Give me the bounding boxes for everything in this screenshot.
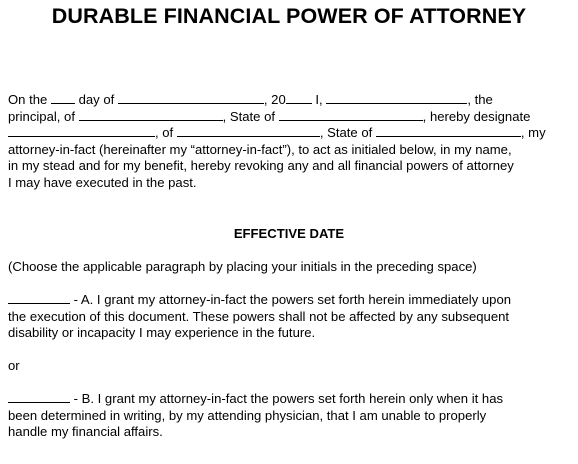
option-a-text: - A. I grant my attorney-in-fact the powers set forth herein immediately upon [73, 292, 512, 307]
instruction-line: (Choose the applicable paragraph by placing your initials in the preceding space) [8, 259, 477, 274]
attorney-city-blank[interactable] [177, 125, 320, 137]
intro-line-3 [8, 125, 574, 142]
intro-line-4: attorney-in-fact (hereinafter my “attorney-in-fact”), to act as initialed below, in my name, [8, 141, 512, 157]
instruction-text [8, 259, 574, 276]
option-a-initials-blank[interactable] [8, 292, 70, 304]
attorney-state-blank[interactable] [376, 125, 521, 137]
intro-text: I, [315, 92, 323, 107]
intro-text: , the [467, 92, 493, 107]
month-blank[interactable] [118, 92, 264, 104]
principal-name-blank[interactable] [326, 92, 467, 104]
intro-line-6: I may have executed in the past. [8, 174, 197, 190]
intro-text: , State of [319, 125, 373, 140]
option-b-line-2: been determined in writing, by my attending physician, that I am unable to properly [8, 407, 487, 423]
intro-text: On the [8, 92, 48, 107]
attorney-name-blank[interactable] [8, 125, 155, 137]
document-title: DURABLE FINANCIAL POWER OF ATTORNEY [51, 4, 527, 28]
intro-line-5: in my stead and for my benefit, hereby revoking any and all financial powers of attorney [8, 158, 514, 173]
intro-text: , State of [222, 108, 276, 124]
day-blank[interactable] [51, 92, 75, 104]
or-text: or [8, 358, 20, 373]
option-b-paragraph [8, 391, 574, 441]
option-b-line-3: handle my financial affairs. [8, 424, 163, 439]
intro-line-1 [8, 92, 574, 109]
option-a-line-1 [8, 292, 574, 309]
option-a-line-3: disability or incapacity I may experience in the future. [8, 325, 316, 340]
intro-text: day of [78, 92, 115, 107]
option-a-paragraph [8, 292, 574, 342]
option-a-line-2: the execution of this document. These powers shall not be affected by any subsequent [8, 308, 510, 324]
option-b-text: - B. I grant my attorney-in-fact the powers set forth herein only when it has [73, 391, 504, 406]
intro-text: , 20 [263, 92, 286, 107]
intro-text: , hereby designate [422, 108, 531, 124]
principal-state-blank[interactable] [279, 109, 423, 121]
option-b-initials-blank[interactable] [8, 391, 70, 403]
intro-text: , of [155, 125, 174, 140]
intro-text: , my [520, 125, 546, 140]
or-separator [8, 358, 574, 375]
intro-line-2 [8, 109, 574, 126]
option-b-line-1 [8, 391, 574, 408]
principal-city-blank[interactable] [79, 109, 223, 121]
intro-paragraph [8, 92, 574, 191]
year-blank[interactable] [286, 92, 312, 104]
intro-text: principal, of [8, 108, 75, 124]
effective-date-heading: EFFECTIVE DATE [233, 226, 345, 241]
